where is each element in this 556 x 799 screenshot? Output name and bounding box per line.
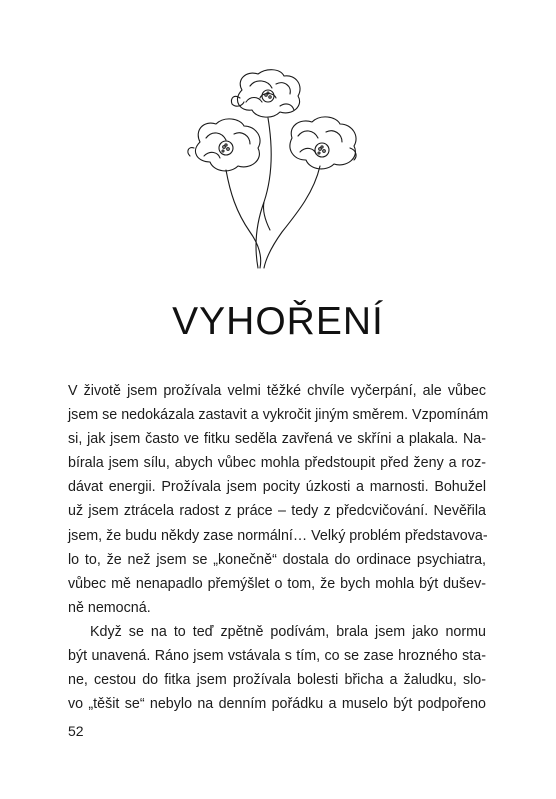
poppy-flowers-line-art-icon — [180, 62, 370, 272]
text-line: si, jak jsem často ve fitku seděla zavřená ve skříni a plakala. Na- — [68, 431, 486, 448]
flower-stems — [226, 118, 320, 268]
page-number: 52 — [68, 723, 84, 739]
text-line: V životě jsem prožívala velmi těžké chvíle vyčerpání, ale vůbec — [68, 383, 486, 399]
text-line: ne, cestou do fitka jsem prožívala bolesti břicha a žaludku, slo- — [68, 672, 486, 689]
text-line: jsem, že budu někdy zase normální… Velký problém představova- — [68, 527, 488, 544]
paragraph-2 — [68, 620, 486, 716]
text-line: bírala jsem sílu, abych vůbec mohla předstoupit před ženy a roz- — [68, 455, 486, 472]
text-line: Když se na to teď zpětně podívám, brala jsem jako normu — [90, 623, 486, 640]
chapter-body-text — [68, 379, 489, 716]
text-line: ně nemocná. — [68, 599, 151, 616]
text-line: lo to, že než jsem se „konečně“ dostala do ordinace psychiatra, — [68, 551, 486, 568]
top-poppy-flower — [231, 70, 300, 117]
text-line: vůbec mě nenapadlo přemýšlet o tom, že bych mohla být dušev- — [68, 575, 486, 592]
right-poppy-flower — [290, 117, 356, 169]
left-poppy-flower — [188, 119, 260, 171]
text-line: jsem se nedokázala zastavit a vykročit jiným směrem. Vzpomínám — [68, 407, 489, 424]
chapter-title: VYHOŘENÍ — [172, 300, 384, 343]
text-line: dávat energii. Prožívala jsem pocity úzkosti a marnosti. Bohužel — [68, 479, 486, 496]
paragraph-1 — [68, 379, 489, 620]
text-line: vo „těšit se“ nebylo na denním pořádku a muselo být podpořeno — [68, 696, 486, 713]
text-line: už jsem ztrácela radost z práce – tedy z předcvičování. Nevěřila — [68, 503, 486, 520]
text-line: být unavená. Ráno jsem vstávala s tím, co se zase hrozného sta- — [68, 648, 486, 665]
